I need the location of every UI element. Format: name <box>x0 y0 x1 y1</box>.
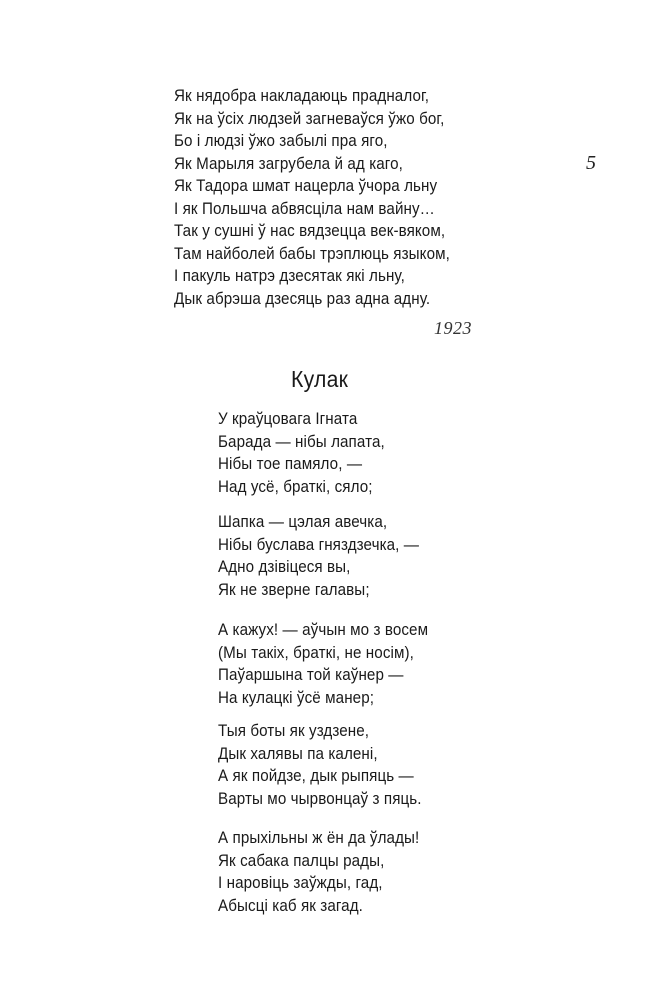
verse-line: Дык халявы па калені, <box>218 744 378 763</box>
verse-line: На кулацкі ўсё манер; <box>218 688 375 707</box>
verse-line: Там найболей бабы трэплюць языком, <box>174 244 450 263</box>
verse-line: Так у сушні ў нас вядзецца век-вяком, <box>174 222 446 240</box>
top-poem-stanza <box>174 85 450 310</box>
verse-line: Як на ўсіх людзей загневаўся ўжо бог, <box>174 109 445 128</box>
verse-line: І пакуль натрэ дзесятак які льну, <box>174 267 405 285</box>
verse-line: Як сабака палцы рады, <box>218 851 385 870</box>
stanza-1 <box>218 408 385 498</box>
verse-line: А як пойдзе, дык рыпяць — <box>218 767 414 785</box>
verse-line: Адно дзівіцеся вы, <box>218 558 351 576</box>
verse-line: І як Польшча абвясціла нам вайну… <box>174 199 435 218</box>
verse-line: А кажух! — аўчын мо з восем <box>218 621 429 639</box>
verse-line: У краўцовага Ігната <box>218 410 358 428</box>
verse-line: Паўаршына той каўнер — <box>218 666 404 684</box>
verse-line: Бо і людзі ўжо забылі пра яго, <box>174 132 388 150</box>
verse-line: Як нядобра накладаюць прадналог, <box>174 87 430 105</box>
line-number-marker: 5 <box>586 152 596 174</box>
verse-line: Нібы буслава гняздзечка, — <box>218 535 420 554</box>
poem-title: Кулак <box>291 366 349 392</box>
verse-line: А прыхільны ж ён да ўлады! <box>218 829 420 847</box>
poem-date: 1923 <box>434 318 472 338</box>
verse-line: Нібы тое памяло, — <box>218 455 363 473</box>
stanza-2 <box>218 511 419 601</box>
verse-line: (Мы такіх, браткі, не носім), <box>218 643 414 662</box>
stanza-4 <box>218 720 422 810</box>
verse-line: Шапка — цэлая авечка, <box>218 513 388 531</box>
verse-line: Варты мо чырвонцаў з пяць. <box>218 789 422 808</box>
stanza-5 <box>218 827 419 917</box>
verse-line: Як Тадора шмат нацерла ўчора льну <box>174 177 438 195</box>
verse-line: Як не зверне галавы; <box>218 580 370 599</box>
verse-line: Над усё, браткі, сяло; <box>218 477 373 496</box>
stanza-3 <box>218 619 428 709</box>
verse-line: Тыя боты як уздзене, <box>218 722 370 740</box>
verse-line: Як Марыля загрубела й ад каго, <box>174 154 403 173</box>
verse-line: Дык абрэша дзесяць раз адна адну. <box>174 289 431 308</box>
verse-line: І наровіць заўжды, гад, <box>218 874 383 892</box>
verse-line: Абысці каб як загад. <box>218 896 363 915</box>
verse-line: Барада — нібы лапата, <box>218 432 385 451</box>
